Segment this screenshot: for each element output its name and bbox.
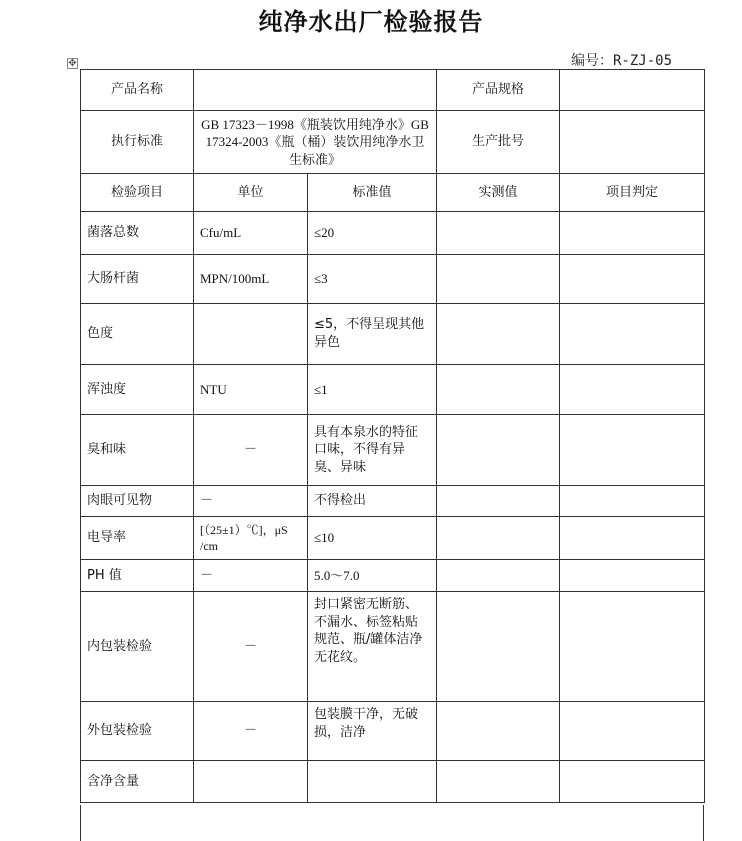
item-cell: 菌落总数 bbox=[81, 212, 194, 255]
unit-cell: Cfu/mL bbox=[194, 212, 308, 255]
measured-cell[interactable] bbox=[437, 255, 560, 304]
standard-cell bbox=[308, 761, 437, 803]
unit-cell: [（25±1）℃]，μS /cm bbox=[194, 517, 308, 560]
column-header-measured: 实测值 bbox=[437, 174, 560, 212]
unit-cell: － bbox=[194, 486, 308, 517]
table-row bbox=[81, 761, 705, 803]
measured-cell[interactable] bbox=[437, 486, 560, 517]
inspection-table bbox=[80, 69, 705, 803]
unit-cell: NTU bbox=[194, 365, 308, 415]
verdict-cell[interactable] bbox=[560, 415, 705, 486]
item-cell: 外包装检验 bbox=[81, 702, 194, 761]
verdict-cell[interactable] bbox=[560, 486, 705, 517]
unit-cell bbox=[194, 304, 308, 365]
table-continuation bbox=[80, 805, 704, 841]
table-move-handle-icon[interactable]: ✥ bbox=[68, 58, 77, 69]
measured-cell[interactable] bbox=[437, 365, 560, 415]
column-header-standard: 标准值 bbox=[308, 174, 437, 212]
table-row bbox=[81, 415, 705, 486]
product-spec-label: 产品规格 bbox=[437, 70, 560, 111]
standard-cell: 具有本泉水的特征口味，不得有异臭、异味 bbox=[308, 415, 437, 486]
measured-cell[interactable] bbox=[437, 304, 560, 365]
measured-cell[interactable] bbox=[437, 415, 560, 486]
verdict-cell[interactable] bbox=[560, 560, 705, 592]
verdict-cell[interactable] bbox=[560, 304, 705, 365]
product-name-label: 产品名称 bbox=[81, 70, 194, 111]
standard-cell: ≤5，不得呈现其他异色 bbox=[308, 304, 437, 365]
unit-cell: － bbox=[194, 592, 308, 702]
table-row bbox=[81, 304, 705, 365]
report-title: 纯净水出厂检验报告 bbox=[258, 8, 484, 36]
product-spec-value[interactable] bbox=[560, 70, 705, 111]
table-row bbox=[81, 212, 705, 255]
measured-cell[interactable] bbox=[437, 702, 560, 761]
column-header-verdict: 项目判定 bbox=[560, 174, 705, 212]
column-header-item: 检验项目 bbox=[81, 174, 194, 212]
item-cell: 臭和味 bbox=[81, 415, 194, 486]
table-row bbox=[81, 255, 705, 304]
standard-value[interactable]: GB 17323－1998《瓶装饮用纯净水》GB 17324-2003《瓶（桶）装饮用纯净水卫生标准》 bbox=[194, 111, 437, 174]
standard-cell: 封口紧密无断筋、不漏水、标签粘贴规范、瓶/罐体洁净无花纹。 bbox=[308, 592, 437, 702]
table-row bbox=[81, 592, 705, 702]
standard-label: 执行标准 bbox=[81, 111, 194, 174]
batch-label: 生产批号 bbox=[437, 111, 560, 174]
verdict-cell[interactable] bbox=[560, 592, 705, 702]
item-cell: 浑浊度 bbox=[81, 365, 194, 415]
standard-cell: 不得检出 bbox=[308, 486, 437, 517]
verdict-cell[interactable] bbox=[560, 365, 705, 415]
item-cell: PH 值 bbox=[81, 560, 194, 592]
standard-cell: 5.0～7.0 bbox=[308, 560, 437, 592]
measured-cell[interactable] bbox=[437, 212, 560, 255]
item-cell: 肉眼可见物 bbox=[81, 486, 194, 517]
item-cell: 内包装检验 bbox=[81, 592, 194, 702]
measured-cell[interactable] bbox=[437, 592, 560, 702]
standard-row bbox=[81, 111, 705, 174]
unit-cell bbox=[194, 761, 308, 803]
verdict-cell[interactable] bbox=[560, 517, 705, 560]
unit-cell: MPN/100mL bbox=[194, 255, 308, 304]
standard-cell: 包装膜干净，无破损，洁净 bbox=[308, 702, 437, 761]
item-cell: 大肠杆菌 bbox=[81, 255, 194, 304]
column-header-row bbox=[81, 174, 705, 212]
table-row bbox=[81, 365, 705, 415]
measured-cell[interactable] bbox=[437, 560, 560, 592]
measured-cell[interactable] bbox=[437, 517, 560, 560]
standard-cell: ≤3 bbox=[308, 255, 437, 304]
table-row bbox=[81, 560, 705, 592]
standard-cell: ≤1 bbox=[308, 365, 437, 415]
verdict-cell[interactable] bbox=[560, 702, 705, 761]
standard-cell: ≤10 bbox=[308, 517, 437, 560]
verdict-cell[interactable] bbox=[560, 212, 705, 255]
unit-cell: － bbox=[194, 415, 308, 486]
table-row bbox=[81, 486, 705, 517]
item-cell: 色度 bbox=[81, 304, 194, 365]
document-number: 编号：R-ZJ-05 bbox=[571, 53, 673, 69]
column-header-unit: 单位 bbox=[194, 174, 308, 212]
item-cell: 电导率 bbox=[81, 517, 194, 560]
item-cell: 含净含量 bbox=[81, 761, 194, 803]
standard-cell: ≤20 bbox=[308, 212, 437, 255]
product-name-row bbox=[81, 70, 705, 111]
unit-cell: － bbox=[194, 560, 308, 592]
verdict-cell[interactable] bbox=[560, 255, 705, 304]
unit-cell: － bbox=[194, 702, 308, 761]
batch-value[interactable] bbox=[560, 111, 705, 174]
measured-cell[interactable] bbox=[437, 761, 560, 803]
verdict-cell[interactable] bbox=[560, 761, 705, 803]
table-row bbox=[81, 517, 705, 560]
table-row bbox=[81, 702, 705, 761]
product-name-value[interactable] bbox=[194, 70, 437, 111]
